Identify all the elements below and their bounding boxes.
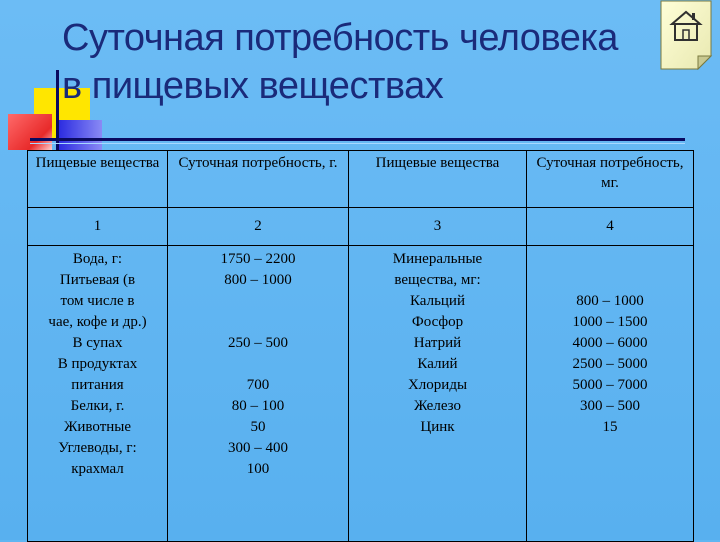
cell-text: Минеральные	[392, 251, 483, 267]
column-number: 2	[168, 208, 349, 246]
cell-text: 80 – 100	[231, 398, 285, 414]
home-button[interactable]	[658, 0, 714, 70]
cell-text: Вода, г:	[72, 251, 123, 267]
cell-text: 1000 – 1500	[572, 314, 648, 330]
home-icon	[658, 0, 714, 70]
decor-horizontal-highlight	[30, 143, 685, 144]
cell-text: том числе в	[60, 293, 135, 309]
cell-text: крахмал	[71, 461, 124, 477]
cell-text: 300 – 400	[228, 440, 288, 456]
column-number: 3	[349, 208, 527, 246]
cell-text: Железо	[414, 398, 461, 414]
spacer	[171, 312, 345, 333]
cell-text: 2500 – 5000	[572, 356, 648, 372]
cell-text: Углеводы, г:	[58, 440, 137, 456]
cell-text: 250 – 500	[228, 335, 288, 351]
cell-text: 300 – 500	[580, 398, 640, 414]
cell-text: питания	[71, 377, 124, 393]
header-cell: Пищевые вещества	[349, 151, 527, 208]
cell-text: Кальций	[409, 293, 465, 309]
cell-text: 50	[250, 419, 266, 435]
cell-text: Цинк	[420, 419, 455, 435]
title-line-1: Суточная потребность человека	[62, 17, 618, 59]
nutrients-cell-1	[28, 246, 168, 542]
cell-text: Животные	[63, 419, 132, 435]
header-cell: Пищевые вещества	[28, 151, 168, 208]
slide-title	[62, 14, 662, 110]
cell-text: 100	[246, 461, 270, 477]
cell-text: 4000 – 6000	[572, 335, 648, 351]
cell-text: Калий	[417, 356, 458, 372]
cell-text: Питьевая (в	[59, 272, 136, 288]
spacer	[530, 270, 690, 291]
cell-text: 800 – 1000	[224, 272, 292, 288]
cell-text: 700	[246, 377, 270, 393]
cell-text: Натрий	[413, 335, 462, 351]
table-body-row	[28, 246, 694, 542]
spacer	[530, 249, 690, 270]
cell-text: 1750 – 2200	[220, 251, 296, 267]
spacer	[171, 291, 345, 312]
requirement-mg-cell	[527, 246, 694, 542]
spacer	[171, 354, 345, 375]
table-header-row	[28, 151, 694, 208]
cell-text: вещества, мг:	[394, 272, 481, 288]
title-line-2: в пищевых веществах	[62, 65, 444, 107]
header-cell: Суточная потребность, г.	[168, 151, 349, 208]
nutrients-cell-3	[349, 246, 527, 542]
header-cell: Суточная потребность, мг.	[527, 151, 694, 208]
cell-text: Хлориды	[407, 377, 468, 393]
decor-blue-square	[58, 120, 102, 150]
cell-text: 800 – 1000	[576, 293, 644, 309]
cell-text: чае, кофе и др.)	[48, 314, 147, 330]
decor-horizontal-line	[30, 138, 685, 141]
requirement-g-cell	[168, 246, 349, 542]
cell-text: Белки, г.	[70, 398, 125, 414]
cell-text: В продуктах	[57, 356, 138, 372]
cell-text: 5000 – 7000	[572, 377, 648, 393]
cell-text: 15	[602, 419, 618, 435]
column-number: 1	[28, 208, 168, 246]
column-number: 4	[527, 208, 694, 246]
decor-red-square	[8, 114, 52, 150]
table-number-row	[28, 208, 694, 246]
cell-text: Фосфор	[411, 314, 464, 330]
cell-text: В супах	[72, 335, 123, 351]
nutrition-table	[27, 150, 694, 542]
